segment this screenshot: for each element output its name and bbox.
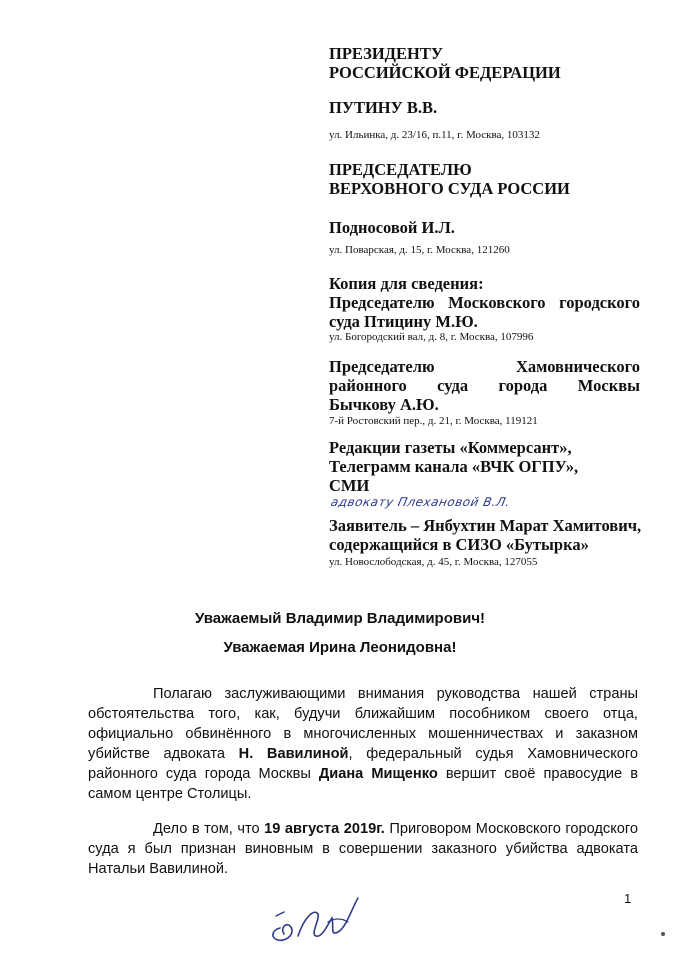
paragraph-1-line-4 bbox=[88, 744, 638, 764]
recipient-president-title-1: ПРЕЗИДЕНТУ bbox=[329, 44, 443, 63]
paragraph-1-line-4-part-a: убийстве адвоката bbox=[88, 746, 239, 762]
signature bbox=[258, 888, 378, 946]
paragraph-1-line-4-part-c: , федеральный судья Хамовнического bbox=[348, 746, 638, 762]
paragraph-2-line-1-part-c: Приговором Московского городского bbox=[384, 821, 638, 837]
recipient-supreme-court-address: ул. Поварская, д. 15, г. Москва, 121260 bbox=[329, 244, 510, 256]
bold-name-mishchenko: Диана Мищенко bbox=[318, 766, 438, 782]
greeting-line-2: Уважаемая Ирина Леонидовна! bbox=[223, 639, 457, 656]
recipient-media-line-1: Редакции газеты «Коммерсант», bbox=[329, 438, 572, 457]
recipient-media-line-3: СМИ bbox=[329, 476, 370, 495]
paragraph-1-line-5-part-c: вершит своё правосудие в bbox=[437, 766, 638, 782]
greeting-line-1: Уважаемый Владимир Владимирович! bbox=[194, 610, 486, 627]
recipient-supreme-court-name: Подносовой И.Л. bbox=[329, 218, 455, 237]
recipient-khamovnichesky-line-2: районного суда города Москвы bbox=[329, 376, 640, 395]
recipient-president-title-2: РОССИЙСКОЙ ФЕДЕРАЦИИ bbox=[329, 63, 561, 82]
recipient-moscow-court-line-2: суда Птицину М.Ю. bbox=[329, 312, 478, 331]
recipient-moscow-court-address: ул. Богородский вал, д. 8, г. Москва, 107996 bbox=[329, 331, 534, 343]
paragraph-1-line-1: Полагаю заслуживающими внимания руководства нашей страны bbox=[153, 686, 638, 702]
copy-label: Копия для сведения: bbox=[329, 274, 484, 293]
paragraph-2-line-3: Натальи Вавилиной. bbox=[88, 861, 229, 877]
bold-date: 19 августа 2019г. bbox=[264, 821, 385, 837]
paragraph-1-line-3: официально обвинённого в многочисленных мошенничествах и заказном bbox=[88, 726, 638, 742]
handwritten-note: адвокату Плехановой В.Л. bbox=[329, 495, 512, 509]
page-number: 1 bbox=[624, 891, 632, 906]
recipient-president-name: ПУТИНУ В.В. bbox=[329, 98, 438, 117]
corner-mark bbox=[661, 932, 665, 936]
recipient-moscow-court-line-1: Председателю Московского городского bbox=[329, 293, 640, 312]
paragraph-1-line-5 bbox=[88, 764, 638, 784]
applicant-line-2: содержащийся в СИЗО «Бутырка» bbox=[329, 535, 589, 554]
recipient-khamovnichesky-line-1: Председателю Хамовнического bbox=[329, 357, 640, 376]
paragraph-2-line-1-part-a: Дело в том, что bbox=[153, 821, 265, 837]
paragraph-2-line-2: суда я был признан виновным в совершении заказного убийства адвоката bbox=[88, 841, 638, 857]
recipient-khamovnichesky-address: 7-й Ростовский пер., д. 21, г. Москва, 119121 bbox=[329, 415, 538, 427]
recipient-khamovnichesky-line-3: Бычкову А.Ю. bbox=[329, 395, 439, 414]
applicant-line-1: Заявитель – Янбухтин Марат Хамитович, bbox=[329, 516, 642, 535]
recipient-supreme-court-title-1: ПРЕДСЕДАТЕЛЮ bbox=[329, 160, 472, 179]
paragraph-1-line-5-part-a: районного суда города Москвы bbox=[88, 766, 319, 782]
recipient-supreme-court-title-2: ВЕРХОВНОГО СУДА РОССИИ bbox=[329, 179, 570, 198]
paragraph-1-line-6: самом центре Столицы. bbox=[88, 786, 252, 802]
paragraph-2-line-1 bbox=[153, 819, 638, 839]
paragraph-1-line-2: обстоятельства того, как, будучи ближайшим пособником своего отца, bbox=[88, 706, 638, 722]
applicant-address: ул. Новослободская, д. 45, г. Москва, 127055 bbox=[329, 556, 538, 568]
bold-name-vavilina: Н. Вавилиной bbox=[238, 746, 349, 762]
recipient-media-line-2: Телеграмм канала «ВЧК ОГПУ», bbox=[329, 457, 579, 476]
recipient-president-address: ул. Ильинка, д. 23/16, п.11, г. Москва, 103132 bbox=[329, 129, 540, 141]
